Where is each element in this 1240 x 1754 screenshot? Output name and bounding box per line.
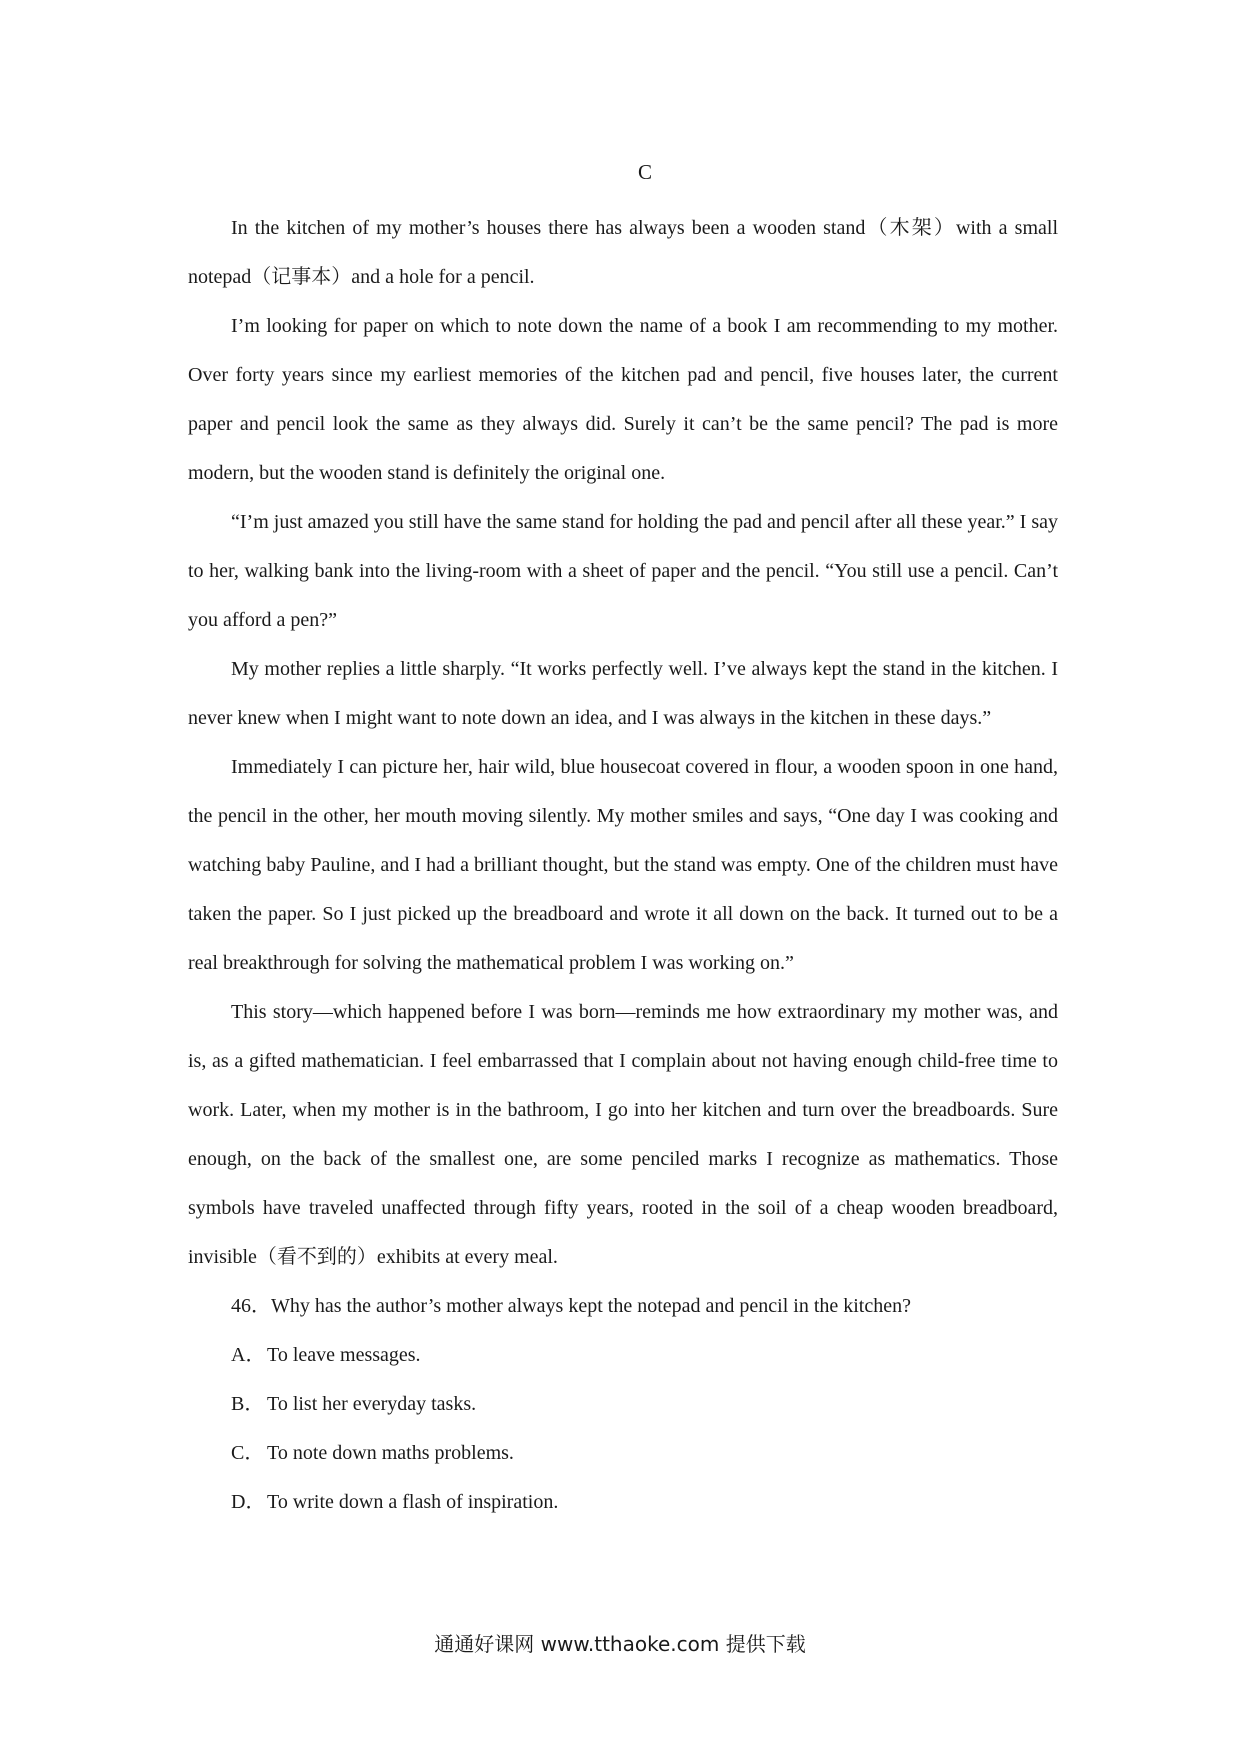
paragraph: In the kitchen of my mother’s houses there has always been a wooden stand（木架）with a small notepad（记事本）and a hole for a pencil. bbox=[188, 217, 1058, 288]
answer-option-a bbox=[188, 1331, 1058, 1380]
section-heading: C bbox=[637, 160, 652, 184]
option-letter: B． bbox=[231, 1393, 265, 1415]
paragraph: “I’m just amazed you still have the same stand for holding the pad and pencil after all these year.” I say to her, walking bank into the living-room with a sheet of paper and the pencil. “You still use a pencil. Can’t you afford a pen?” bbox=[188, 511, 1058, 631]
option-text: To note down maths problems. bbox=[267, 1442, 514, 1464]
paragraph: I’m looking for paper on which to note down the name of a book I am recommending to my mother. Over forty years since my earliest memories of the kitchen pad and pencil, five houses later, the current paper and pencil look the same as they always did. Surely it can’t be the same pencil? The pad is more modern, but the wooden stand is definitely the original one. bbox=[188, 315, 1058, 484]
paragraph: This story—which happened before I was born—reminds me how extraordinary my mother was, and is, as a gifted mathematician. I feel embarrassed that I complain about not having enough child-free time to work. Later, when my mother is in the bathroom, I go into her kitchen and turn over the breadboards. Sure enough, on the back of the smallest one, are some penciled marks I recognize as mathematics. Those symbols have traveled unaffected through fifty years, rooted in the soil of a cheap wooden breadboard, invisible（看不到的）exhibits at every meal. bbox=[188, 1001, 1058, 1268]
paragraph: My mother replies a little sharply. “It works perfectly well. I’ve always kept the stand in the kitchen. I never knew when I might want to note down an idea, and I was always in the kitchen in these days.” bbox=[188, 658, 1058, 729]
option-letter: C． bbox=[231, 1442, 265, 1464]
option-text: To write down a flash of inspiration. bbox=[267, 1491, 559, 1513]
option-text: To leave messages. bbox=[267, 1344, 421, 1366]
answer-option-b bbox=[188, 1380, 1058, 1429]
page-footer: 通通好课网 www.tthaoke.com 提供下载 bbox=[434, 1632, 806, 1656]
answer-option-c bbox=[188, 1429, 1058, 1478]
question-stem: 46．Why has the author’s mother always kept the notepad and pencil in the kitchen? bbox=[231, 1295, 911, 1317]
option-text: To list her everyday tasks. bbox=[267, 1393, 477, 1415]
paragraph: Immediately I can picture her, hair wild, blue housecoat covered in flour, a wooden spoon in one hand, the pencil in the other, her mouth moving silently. My mother smiles and says, “One day I was cooking and watching baby Pauline, and I had a brilliant thought, but the stand was empty. One of the children must have taken the paper. So I just picked up the breadboard and wrote it all down on the back. It turned out to be a real breakthrough for solving the mathematical problem I was working on.” bbox=[188, 756, 1058, 974]
option-letter: A． bbox=[231, 1344, 266, 1366]
passage-body bbox=[188, 204, 1058, 1527]
option-letter: D． bbox=[231, 1491, 266, 1513]
answer-option-d bbox=[188, 1478, 1058, 1527]
